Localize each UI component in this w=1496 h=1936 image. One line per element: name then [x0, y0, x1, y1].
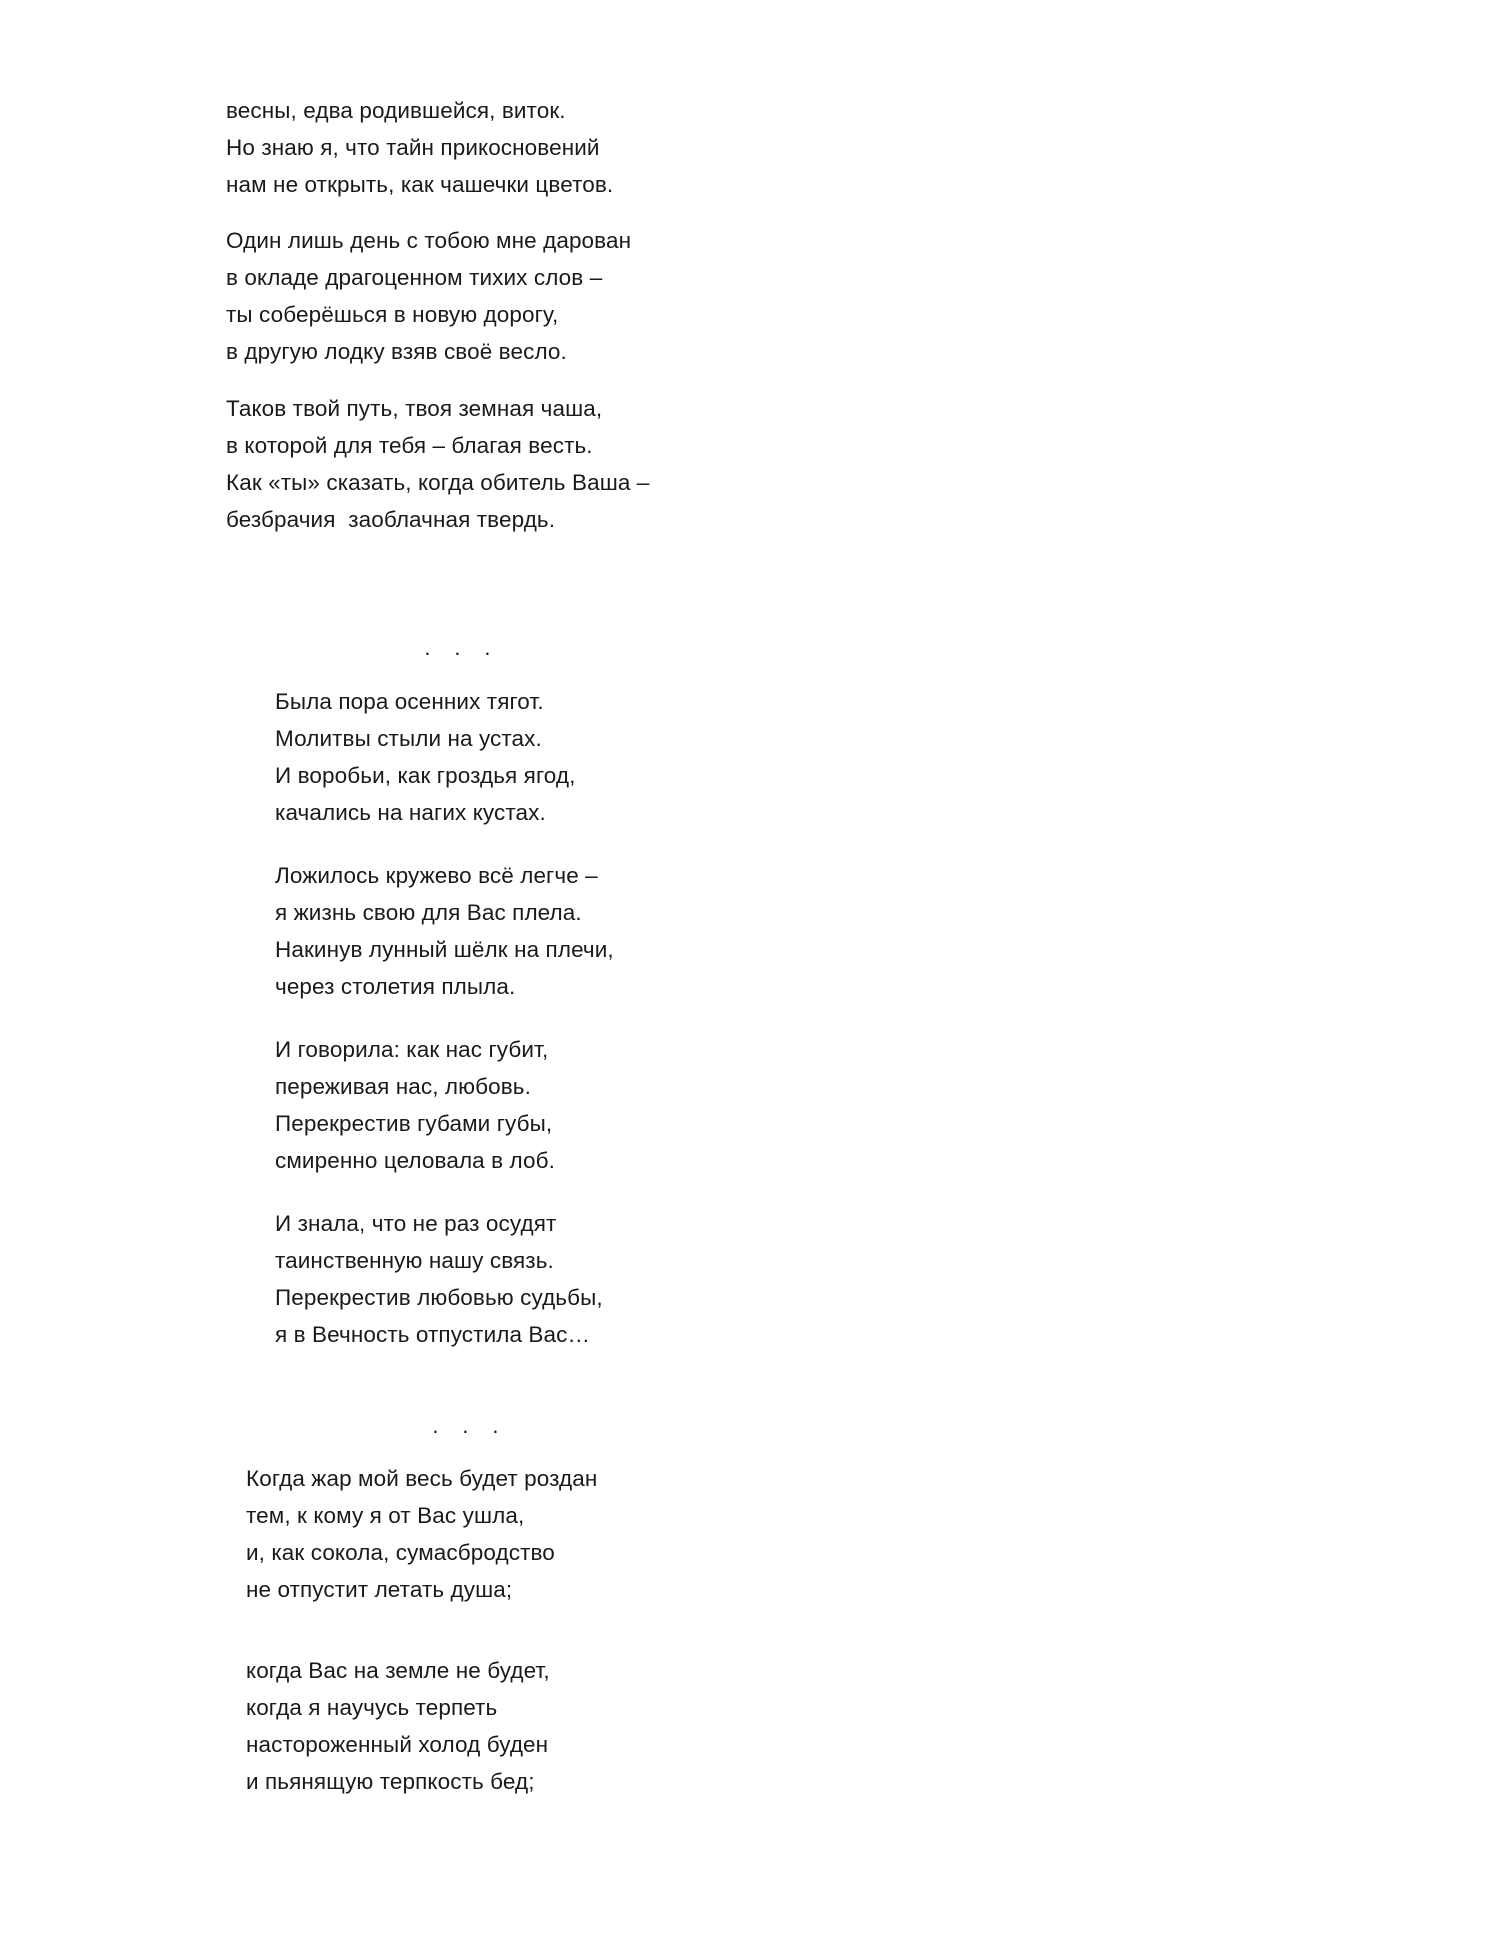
separator-dot: · [453, 640, 462, 665]
separator-dot: · [423, 640, 432, 665]
verse-line: Ложилось кружево всё легче – [275, 863, 598, 888]
separator-dot: · [483, 640, 492, 665]
verse-line: когда Вас на земле не будет, [246, 1658, 550, 1683]
verse-line: Таков твой путь, твоя земная чаша, [226, 396, 603, 421]
poem1-stanza-3 [226, 390, 649, 538]
verse-line: И знала, что не раз осудят [275, 1211, 557, 1236]
verse-line: безбрачия заоблачная твердь. [226, 507, 556, 532]
verse-line: Молитвы стыли на устах. [275, 726, 542, 751]
verse-line: в которой для тебя – благая весть. [226, 433, 593, 458]
verse-line: Когда жар мой весь будет роздан [246, 1466, 598, 1491]
poem2-stanza-4 [275, 1205, 603, 1353]
verse-line: весны, едва родившейся, виток. [226, 98, 566, 123]
poem1-stanza-1 [226, 92, 613, 203]
verse-line: Перекрестив губами губы, [275, 1111, 553, 1136]
verse-line: Перекрестив любовью судьбы, [275, 1285, 603, 1310]
verse-line: и, как сокола, сумасбродство [246, 1540, 555, 1565]
verse-line: качались на нагих кустах. [275, 800, 546, 825]
verse-line: в окладе драгоценном тихих слов – [226, 265, 603, 290]
separator-dot: · [461, 1418, 470, 1443]
poem2-stanza-1 [275, 683, 575, 831]
verse-line: таинственную нашу связь. [275, 1248, 554, 1273]
poem1-stanza-2 [226, 222, 631, 370]
verse-line: не отпустит летать душа; [246, 1577, 513, 1602]
verse-line: Накинув лунный шёлк на плечи, [275, 937, 614, 962]
verse-line: нам не открыть, как чашечки цветов. [226, 172, 614, 197]
poem2-stanza-2 [275, 857, 614, 1005]
verse-line: Один лишь день с тобою мне дарован [226, 228, 632, 253]
section-separator [396, 1398, 510, 1464]
verse-line: Как «ты» сказать, когда обитель Ваша – [226, 470, 650, 495]
verse-line: я в Вечность отпустила Вас… [275, 1322, 591, 1347]
verse-line: когда я научусь терпеть [246, 1695, 498, 1720]
section-separator [388, 620, 502, 686]
verse-line: в другую лодку взяв своё весло. [226, 339, 567, 364]
verse-line: настороженный холод буден [246, 1732, 549, 1757]
separator-dot: · [431, 1418, 440, 1443]
poem2-stanza-3 [275, 1031, 555, 1179]
poem3-stanza-2 [246, 1652, 550, 1800]
verse-line: Была пора осенних тягот. [275, 689, 544, 714]
separator-dot: · [491, 1418, 500, 1443]
verse-line: И говорила: как нас губит, [275, 1037, 549, 1062]
poem3-stanza-1 [246, 1460, 597, 1608]
verse-line: тем, к кому я от Вас ушла, [246, 1503, 525, 1528]
verse-line: смиренно целовала в лоб. [275, 1148, 555, 1173]
verse-line: через столетия плыла. [275, 974, 516, 999]
verse-line: Но знаю я, что тайн прикосновений [226, 135, 600, 160]
verse-line: переживая нас, любовь. [275, 1074, 531, 1099]
verse-line: ты соберёшься в новую дорогу, [226, 302, 559, 327]
verse-line: я жизнь свою для Вас плела. [275, 900, 582, 925]
verse-line: и пьянящую терпкость бед; [246, 1769, 535, 1794]
verse-line: И воробьи, как гроздья ягод, [275, 763, 576, 788]
